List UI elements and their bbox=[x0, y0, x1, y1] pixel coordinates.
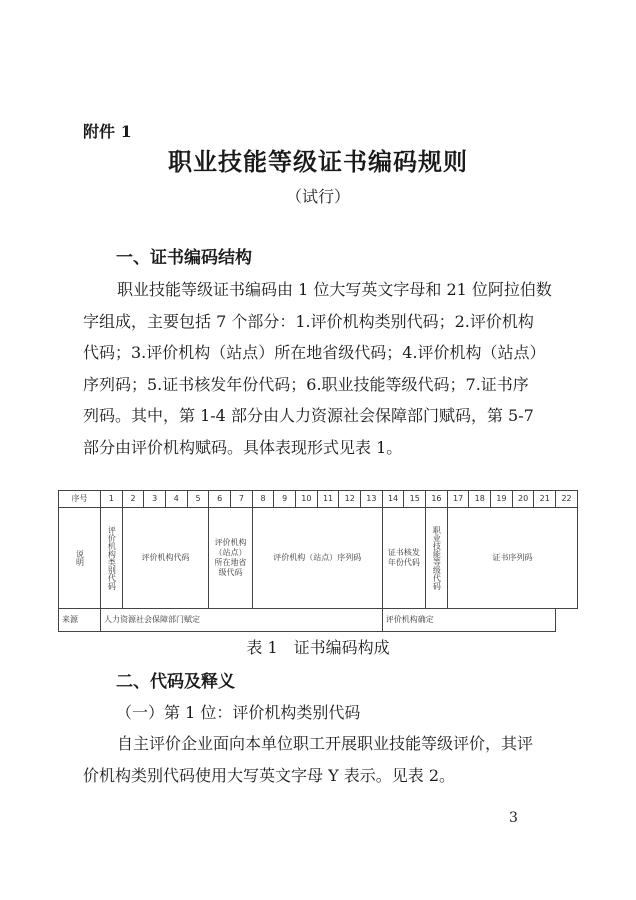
table-caption: 表 1 证书编码构成 bbox=[246, 638, 390, 657]
desc-level-code: 职业技能等级代码 bbox=[426, 508, 448, 609]
position-number: 20 bbox=[512, 491, 534, 508]
position-number: 13 bbox=[361, 491, 383, 508]
position-number: 14 bbox=[382, 491, 404, 508]
position-number: 11 bbox=[317, 491, 339, 508]
desc-category-code: 评价机构类别代码 bbox=[101, 508, 123, 609]
position-number: 9 bbox=[274, 491, 296, 508]
paragraph-line: 字组成，主要包括 7 个部分：1.评价机构类别代码；2.评价机构 bbox=[83, 311, 534, 331]
position-number: 21 bbox=[534, 491, 556, 508]
subsection-heading: （一）第 1 位：评价机构类别代码 bbox=[116, 703, 361, 722]
table-row bbox=[59, 508, 578, 609]
paragraph-line: 代码；3.评价机构（站点）所在地省级代码；4.评价机构（站点） bbox=[83, 343, 546, 362]
position-number: 7 bbox=[231, 491, 253, 508]
position-number: 10 bbox=[296, 491, 318, 508]
document-subtitle: （试行） bbox=[285, 187, 350, 206]
position-number: 8 bbox=[252, 491, 274, 508]
position-number: 6 bbox=[209, 491, 231, 508]
position-number: 17 bbox=[447, 491, 469, 508]
desc-cert-serial: 证书序列码 bbox=[447, 508, 577, 609]
section-1-paragraph bbox=[83, 274, 568, 463]
attachment-label: 附件 1 bbox=[83, 122, 132, 141]
paragraph-line: 价机构类别代码使用大写英文字母 Y 表示。见表 2。 bbox=[83, 765, 456, 785]
row-label: 说明 bbox=[59, 508, 101, 609]
paragraph-line: 职业技能等级证书编码由 1 位大写英文字母和 21 位阿拉伯数 bbox=[117, 280, 552, 299]
source-left: 人力资源社会保障部门赋定 bbox=[101, 609, 383, 632]
code-structure-table bbox=[58, 490, 578, 632]
paragraph-line: 自主评价企业面向本单位职工开展职业技能等级评价，其评 bbox=[117, 734, 534, 753]
paragraph-line: 序列码；5.证书核发年份代码；6.职业技能等级代码；7.证书序 bbox=[83, 374, 529, 394]
column-header: 序号 bbox=[59, 491, 101, 508]
position-number: 4 bbox=[166, 491, 188, 508]
desc-year-code: 证书核发年份代码 bbox=[382, 508, 425, 609]
section-2-heading: 二、代码及释义 bbox=[116, 672, 235, 692]
desc-site-serial: 评价机构（站点）序列码 bbox=[252, 508, 382, 609]
position-number: 19 bbox=[491, 491, 513, 508]
source-label: 来源 bbox=[59, 609, 101, 632]
position-number: 3 bbox=[144, 491, 166, 508]
paragraph-line: 列码。其中，第 1-4 部分由人力资源社会保障部门赋码，第 5-7 bbox=[83, 406, 534, 425]
position-number: 1 bbox=[101, 491, 123, 508]
desc-province-code: 评价机构（站点）所在地省级代码 bbox=[209, 508, 252, 609]
table-row bbox=[59, 491, 578, 508]
desc-agency-code: 评价机构代码 bbox=[122, 508, 209, 609]
table-row bbox=[59, 609, 578, 632]
position-number: 22 bbox=[556, 491, 578, 508]
position-number: 18 bbox=[469, 491, 491, 508]
source-right: 评价机构确定 bbox=[382, 609, 555, 632]
section-1-heading: 一、证书编码结构 bbox=[116, 248, 252, 268]
paragraph-line: 部分由评价机构赋码。具体表现形式见表 1。 bbox=[83, 437, 403, 457]
document-title: 职业技能等级证书编码规则 bbox=[168, 147, 468, 176]
position-number: 2 bbox=[122, 491, 144, 508]
position-number: 5 bbox=[187, 491, 209, 508]
position-number: 15 bbox=[404, 491, 426, 508]
section-2-paragraph bbox=[83, 728, 568, 791]
position-number: 12 bbox=[339, 491, 361, 508]
position-number: 16 bbox=[426, 491, 448, 508]
page-number: 3 bbox=[509, 810, 518, 826]
